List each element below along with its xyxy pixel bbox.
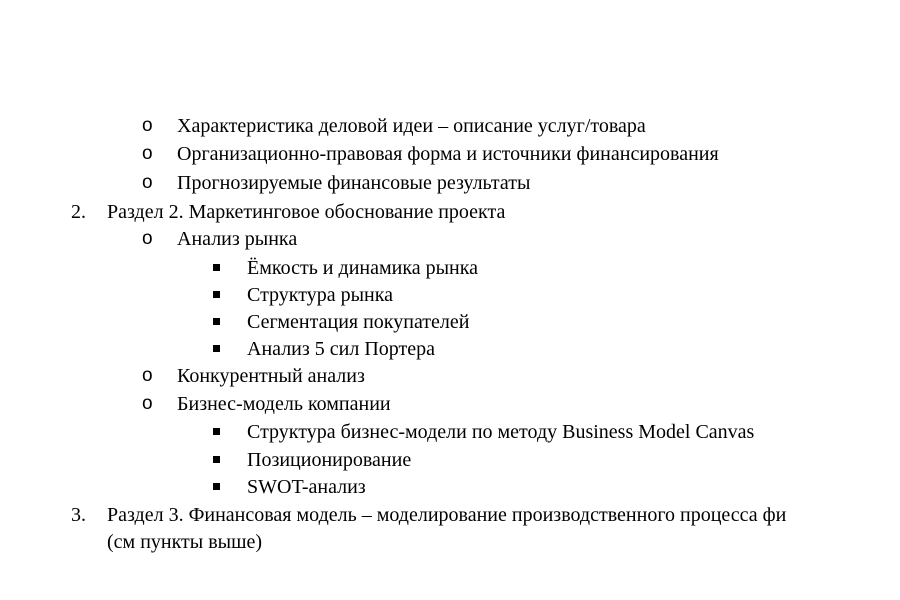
list-item-text: Прогнозируемые финансовые результаты — [177, 172, 531, 194]
sub-list-item-text: Сегментация покупателей — [247, 311, 470, 333]
section-title: Раздел 2. Маркетинговое обоснование проекта — [107, 201, 506, 223]
circle-bullet-icon: o — [142, 172, 153, 193]
section-title: Раздел 3. Финансовая модель – моделирование производственного процесса фи — [107, 504, 787, 526]
circle-bullet-icon: o — [142, 115, 153, 136]
list-item-text: Анализ рынка — [177, 228, 298, 250]
square-bullet-icon — [213, 483, 220, 490]
section-continuation-text: (см пункты выше) — [107, 531, 263, 553]
list-item-text: Конкурентный анализ — [177, 365, 365, 387]
list-item-text: Бизнес-модель компании — [177, 393, 391, 415]
circle-bullet-icon: o — [142, 393, 153, 414]
square-bullet-icon — [213, 264, 220, 271]
sub-list-item-text: SWOT-анализ — [247, 476, 366, 498]
list-item-text: Организационно-правовая форма и источники финансирования — [177, 143, 719, 165]
circle-bullet-icon: o — [142, 228, 153, 249]
square-bullet-icon — [213, 456, 220, 463]
sub-list-item-text: Ёмкость и динамика рынка — [247, 257, 479, 279]
list-item-text: Характеристика деловой идеи – описание услуг/товара — [177, 115, 646, 137]
square-bullet-icon — [213, 291, 220, 298]
square-bullet-icon — [213, 428, 220, 435]
circle-bullet-icon: o — [142, 143, 153, 164]
sub-list-item-text: Анализ 5 сил Портера — [247, 338, 436, 360]
square-bullet-icon — [213, 345, 220, 352]
square-bullet-icon — [213, 318, 220, 325]
sub-list-item-text: Структура бизнес-модели по методу Business Model Canvas — [247, 421, 755, 443]
sub-list-item-text: Позиционирование — [247, 449, 412, 471]
section-number: 3. — [71, 504, 86, 526]
circle-bullet-icon: o — [142, 365, 153, 386]
sub-list-item-text: Структура рынка — [247, 284, 394, 306]
section-number: 2. — [71, 201, 86, 223]
